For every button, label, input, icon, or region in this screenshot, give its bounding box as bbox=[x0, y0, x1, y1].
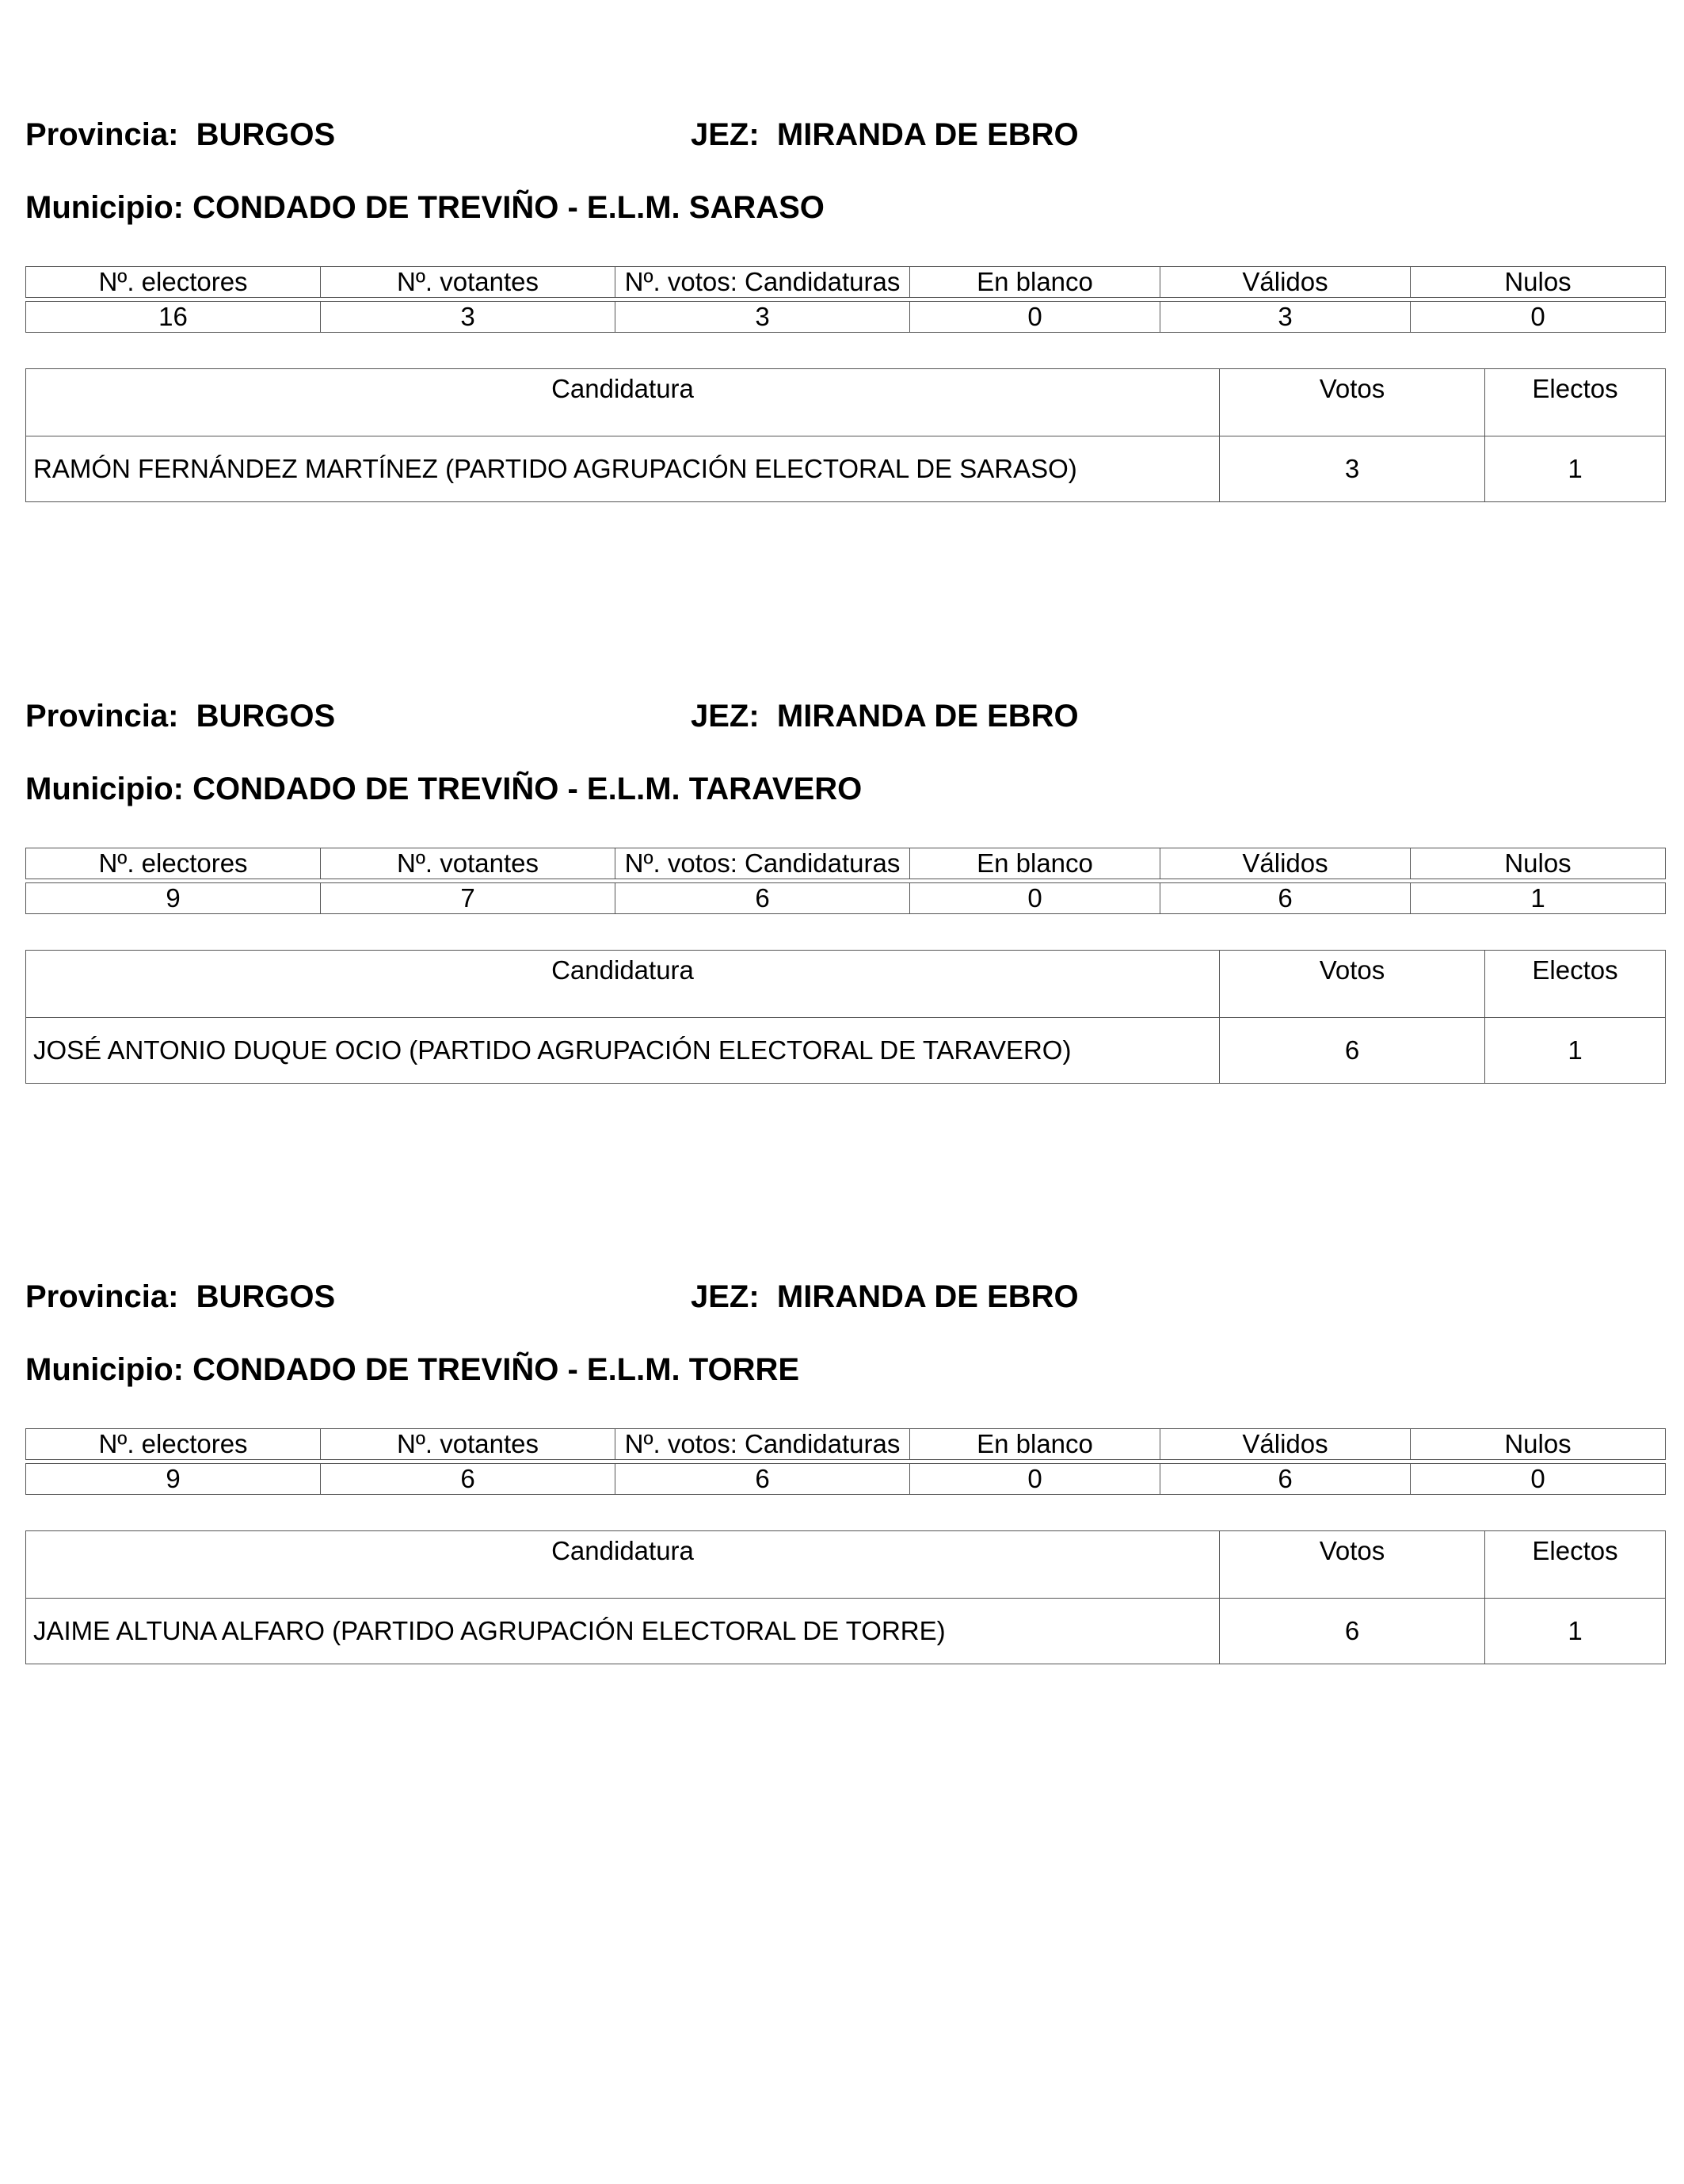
stats-header: Nº. electores bbox=[26, 1429, 321, 1460]
provincia bbox=[25, 692, 335, 740]
results-block-taravero bbox=[25, 692, 1659, 1084]
municipio bbox=[25, 765, 1659, 813]
stats-header: Nº. votantes bbox=[321, 1429, 615, 1460]
stats-header: Válidos bbox=[1160, 848, 1411, 879]
stats-value: 0 bbox=[910, 302, 1160, 333]
electos-header: Electos bbox=[1485, 1531, 1666, 1599]
candidate-votos: 3 bbox=[1220, 436, 1485, 502]
stats-table bbox=[25, 1428, 1666, 1495]
stats-value: 0 bbox=[910, 1464, 1160, 1495]
municipio bbox=[25, 1346, 1659, 1393]
candidates-header-row bbox=[26, 1531, 1666, 1599]
jez-label: JEZ: bbox=[691, 699, 760, 734]
stats-header: En blanco bbox=[910, 267, 1160, 298]
provincia-label: Provincia: bbox=[25, 117, 179, 152]
stats-value: 0 bbox=[1411, 1464, 1666, 1495]
stats-value: 3 bbox=[615, 302, 910, 333]
provincia-value: BURGOS bbox=[196, 699, 336, 734]
candidate-votos: 6 bbox=[1220, 1599, 1485, 1664]
electos-header: Electos bbox=[1485, 369, 1666, 436]
candidates-header-row bbox=[26, 951, 1666, 1018]
municipio bbox=[25, 184, 1659, 231]
provincia-value: BURGOS bbox=[196, 117, 336, 152]
provincia-value: BURGOS bbox=[196, 1279, 336, 1314]
stats-header: Nº. electores bbox=[26, 267, 321, 298]
jez bbox=[691, 692, 1079, 740]
header-line bbox=[25, 111, 1659, 158]
stats-header: Nulos bbox=[1411, 1429, 1666, 1460]
votos-header: Votos bbox=[1220, 369, 1485, 436]
results-block-torre bbox=[25, 1273, 1659, 1664]
electos-header: Electos bbox=[1485, 951, 1666, 1018]
stats-header: Nº. votos: Candidaturas bbox=[615, 267, 910, 298]
jez-value: MIRANDA DE EBRO bbox=[776, 117, 1079, 152]
municipio-label: Municipio: bbox=[25, 190, 184, 225]
candidate-electos: 1 bbox=[1485, 436, 1666, 502]
candidatura-header: Candidatura bbox=[26, 369, 1220, 436]
municipio-label: Municipio: bbox=[25, 1352, 184, 1387]
jez-label: JEZ: bbox=[691, 1279, 760, 1314]
stats-header: Nº. votantes bbox=[321, 848, 615, 879]
candidates-table bbox=[25, 368, 1666, 502]
candidate-name: JOSÉ ANTONIO DUQUE OCIO (PARTIDO AGRUPACIÓN ELECTORAL DE TARAVERO) bbox=[26, 1018, 1220, 1084]
stats-header-row bbox=[26, 1429, 1666, 1460]
municipio-value: CONDADO DE TREVIÑO - E.L.M. TARAVERO bbox=[192, 772, 863, 806]
stats-header: En blanco bbox=[910, 1429, 1160, 1460]
jez-label: JEZ: bbox=[691, 117, 760, 152]
stats-value: 0 bbox=[1411, 302, 1666, 333]
stats-value: 7 bbox=[321, 883, 615, 914]
candidate-electos: 1 bbox=[1485, 1018, 1666, 1084]
municipio-value: CONDADO DE TREVIÑO - E.L.M. TORRE bbox=[192, 1352, 800, 1387]
candidates-header-row bbox=[26, 369, 1666, 436]
candidate-row bbox=[26, 1599, 1666, 1664]
jez bbox=[691, 1273, 1079, 1321]
stats-value: 3 bbox=[1160, 302, 1411, 333]
stats-header: Nº. electores bbox=[26, 848, 321, 879]
provincia-label: Provincia: bbox=[25, 1279, 179, 1314]
jez-value: MIRANDA DE EBRO bbox=[776, 699, 1079, 734]
candidate-row bbox=[26, 1018, 1666, 1084]
provincia-label: Provincia: bbox=[25, 699, 179, 734]
stats-header: En blanco bbox=[910, 848, 1160, 879]
candidates-table bbox=[25, 950, 1666, 1084]
candidate-name: JAIME ALTUNA ALFARO (PARTIDO AGRUPACIÓN ELECTORAL DE TORRE) bbox=[26, 1599, 1220, 1664]
header-line bbox=[25, 692, 1659, 740]
stats-value: 3 bbox=[321, 302, 615, 333]
municipio-label: Municipio: bbox=[25, 772, 184, 806]
stats-value-row bbox=[26, 302, 1666, 333]
candidate-name: RAMÓN FERNÁNDEZ MARTÍNEZ (PARTIDO AGRUPACIÓN ELECTORAL DE SARASO) bbox=[26, 436, 1220, 502]
candidates-table bbox=[25, 1530, 1666, 1664]
stats-header: Nulos bbox=[1411, 267, 1666, 298]
candidate-votos: 6 bbox=[1220, 1018, 1485, 1084]
stats-value: 0 bbox=[910, 883, 1160, 914]
stats-value: 6 bbox=[1160, 1464, 1411, 1495]
stats-table bbox=[25, 848, 1666, 914]
stats-value: 1 bbox=[1411, 883, 1666, 914]
stats-value: 6 bbox=[321, 1464, 615, 1495]
stats-value: 16 bbox=[26, 302, 321, 333]
stats-value-row bbox=[26, 883, 1666, 914]
candidatura-header: Candidatura bbox=[26, 951, 1220, 1018]
candidatura-header: Candidatura bbox=[26, 1531, 1220, 1599]
stats-value: 9 bbox=[26, 1464, 321, 1495]
stats-header: Válidos bbox=[1160, 1429, 1411, 1460]
stats-header: Nulos bbox=[1411, 848, 1666, 879]
stats-value-row bbox=[26, 1464, 1666, 1495]
stats-value: 6 bbox=[615, 883, 910, 914]
stats-header: Válidos bbox=[1160, 267, 1411, 298]
stats-header-row bbox=[26, 848, 1666, 879]
stats-header: Nº. votos: Candidaturas bbox=[615, 1429, 910, 1460]
jez bbox=[691, 111, 1079, 158]
provincia bbox=[25, 1273, 335, 1321]
stats-header: Nº. votos: Candidaturas bbox=[615, 848, 910, 879]
candidate-electos: 1 bbox=[1485, 1599, 1666, 1664]
stats-value: 6 bbox=[615, 1464, 910, 1495]
stats-value: 6 bbox=[1160, 883, 1411, 914]
stats-header-row bbox=[26, 267, 1666, 298]
header-line bbox=[25, 1273, 1659, 1321]
stats-value: 9 bbox=[26, 883, 321, 914]
stats-table bbox=[25, 266, 1666, 333]
results-block-saraso bbox=[25, 111, 1659, 502]
municipio-value: CONDADO DE TREVIÑO - E.L.M. SARASO bbox=[192, 190, 825, 225]
jez-value: MIRANDA DE EBRO bbox=[776, 1279, 1079, 1314]
votos-header: Votos bbox=[1220, 951, 1485, 1018]
votos-header: Votos bbox=[1220, 1531, 1485, 1599]
provincia bbox=[25, 111, 335, 158]
candidate-row bbox=[26, 436, 1666, 502]
stats-header: Nº. votantes bbox=[321, 267, 615, 298]
